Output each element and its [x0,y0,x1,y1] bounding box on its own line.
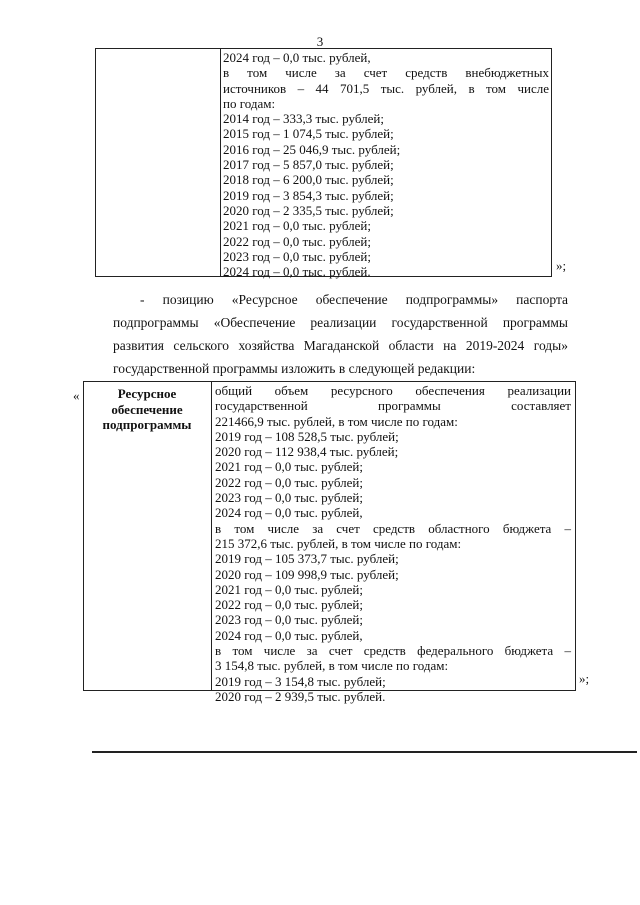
text-line: 2017 год – 5 857,0 тыс. рублей; [223,157,394,173]
footer-rule [92,751,637,753]
closing-quote: »; [556,258,567,273]
text-line: 2023 год – 0,0 тыс. рублей; [215,490,363,506]
funding-table-continuation [95,48,552,280]
text-line: подпрограммы «Обеспечение реализации государственной программы [113,315,568,330]
closing-quote: »; [579,671,590,686]
text-line: в том числе за счет средств внебюджетных [223,65,549,81]
text-line: по годам: [223,95,276,111]
text-line: 2020 год – 109 998,9 тыс. рублей; [215,566,399,582]
funding-text-cell [223,50,549,279]
text-line: 2019 год – 108 528,5 тыс. рублей; [215,428,399,444]
text-line: 3 154,8 тыс. рублей, в том числе по годам: [215,658,449,674]
text-line: 2022 год – 0,0 тыс. рублей; [223,233,371,249]
text-line: 2024 год – 0,0 тыс. рублей, [215,505,363,521]
text-line: государственной программы составляет [215,398,571,414]
text-line: 2020 год – 2 335,5 тыс. рублей; [223,202,394,218]
text-line: 2021 год – 0,0 тыс. рублей; [215,581,363,597]
text-line: 2019 год – 105 373,7 тыс. рублей; [215,551,399,567]
text-line: 2019 год – 3 154,8 тыс. рублей; [215,673,386,689]
amendment-paragraph [113,288,568,380]
text-line: 2023 год – 0,0 тыс. рублей; [223,248,371,264]
table-column-divider [220,49,221,276]
text-line: 215 372,6 тыс. рублей, в том числе по годам: [215,535,462,551]
resource-support-table [83,381,576,704]
text-line: 2019 год – 3 854,3 тыс. рублей; [223,187,394,203]
text-line: в том числе за счет средств областного бюджета – [215,520,571,536]
text-line: 221466,9 тыс. рублей, в том числе по годам: [215,413,458,429]
opening-quote: « [73,388,80,403]
text-line: 2020 год – 2 939,5 тыс. рублей. [215,688,386,704]
text-line: 2022 год – 0,0 тыс. рублей; [215,597,363,613]
text-line: развития сельского хозяйства Магаданской области на 2019-2024 годы» [113,338,568,353]
text-line: 2016 год – 25 046,9 тыс. рублей; [223,141,401,157]
resource-support-text-cell [215,383,571,704]
text-line: 2024 год – 0,0 тыс. рублей, [215,627,363,643]
text-line: 2023 год – 0,0 тыс. рублей; [215,612,363,628]
page-number: 3 [316,34,324,49]
text-line: 2014 год – 333,3 тыс. рублей; [223,111,384,127]
text-line: 2021 год – 0,0 тыс. рублей; [215,459,363,475]
text-line: 2024 год – 0,0 тыс. рублей, [223,50,371,65]
text-line: общий объем ресурсного обеспечения реализации [215,383,571,398]
text-line: государственной программы изложить в следующей редакции: [113,361,476,376]
text-line: 2022 год – 0,0 тыс. рублей; [215,474,363,490]
text-line: 2024 год – 0,0 тыс. рублей. [223,264,371,280]
text-line: 2020 год – 112 938,4 тыс. рублей; [215,444,399,460]
text-line: в том числе за счет средств федерального бюджета – [215,643,571,659]
text-line: источников – 44 701,5 тыс. рублей, в том числе [223,80,549,96]
text-line: - позицию «Ресурсное обеспечение подпрограммы» паспорта [140,292,568,307]
text-line: 2021 год – 0,0 тыс. рублей; [223,218,371,234]
text-line: 2018 год – 6 200,0 тыс. рублей; [223,172,394,188]
table-column-divider [211,382,212,690]
resource-support-label: Ресурсное обеспечение подпрограммы [102,386,192,432]
text-line: 2015 год – 1 074,5 тыс. рублей; [223,126,394,142]
